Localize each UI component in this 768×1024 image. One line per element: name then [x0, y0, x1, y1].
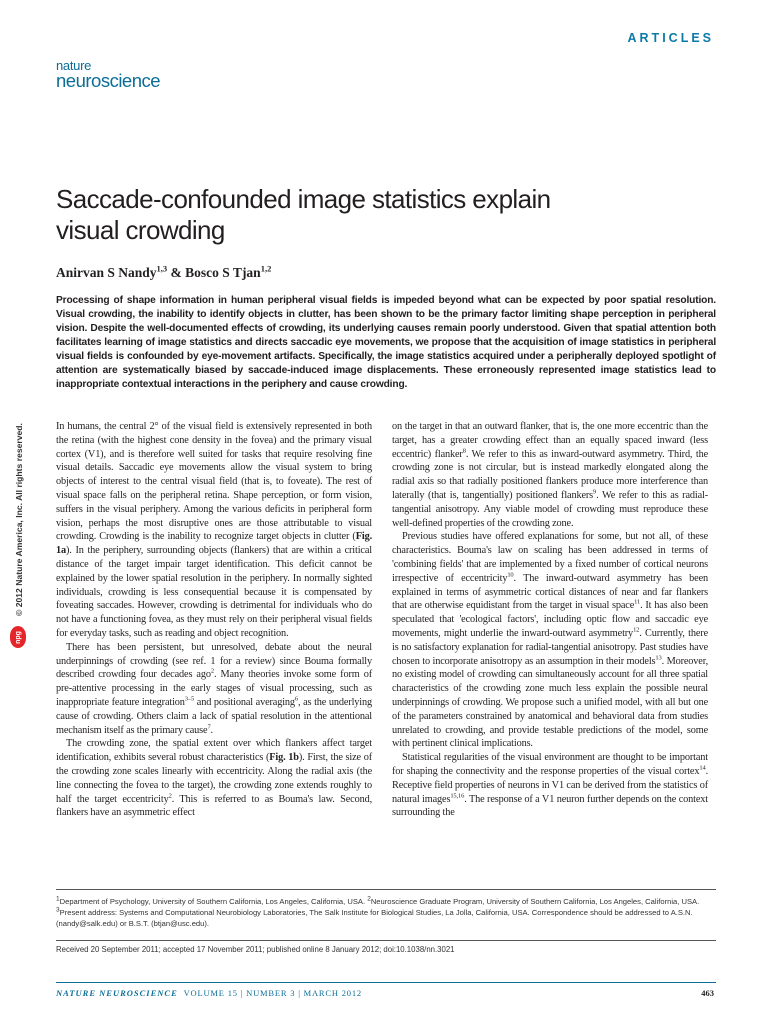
logo-line-nature: nature: [56, 58, 92, 73]
npg-logo-text: npg: [14, 630, 22, 644]
author-affiliation: 1,2: [260, 263, 272, 274]
title-line-1: Saccade-confounded image statistics explain: [56, 184, 551, 214]
citation[interactable]: 15,16: [450, 792, 465, 800]
npg-logo-icon: [10, 626, 26, 648]
author-name: Anirvan S Nandy: [56, 265, 157, 280]
figure-reference[interactable]: Fig. 1b: [269, 752, 299, 764]
author-affiliation: 1,3: [156, 263, 168, 274]
footer-divider: [56, 982, 716, 983]
body-paragraph: In humans, the central 2° of the visual field is extensively represented in both the retina (with the highest cone density in the fovea) and the primary visual cortex (V1), and is therefore well suited for tasks that require resolving fine visual details. Saccadic eye movements allow the visual system to bring objects of interest to the central visual field (that is, to foveate). The rest of visual space falls on the peripheral retina. Shape perception, or form vision, suffers in the visual periphery. Among the various deficits in peripheral form vision, perhaps the most disruptive ones are those attributable to visual crowding. Crowding is the inability to recognize target objects in clutter (Fig. 1a). In the periphery, surrounding objects (flankers) that are within a critical distance of the target impair target identification. This deficit cannot be explained by the lower spatial resolution in the periphery. In normally sighted individuals, crowding is less consequential because it is compensated by foveating saccades. However, crowding is detrimental for individuals who do not have a functioning fovea, as they must rely on their peripheral visual fields for everyday tasks, such as reading and object recognition.: [56, 421, 372, 639]
abstract: Processing of shape information in human peripheral visual fields is impeded beyond what can be expected by poor spatial resolution. Visual crowding, the inability to identify objects in clutter, has been shown to be the primary factor limiting shape perception in peripheral vision. Despite the well-documented effects of crowding, its underlying causes remain poorly understood. Given that spatial attention both facilitates learning of image statistics and directs saccadic eye movements, we propose that the acquisition of image statistics in peripheral visual fields is confounded by eye-movement artifacts. Specifically, the image statistics acquired under a peripherally deployed spotlight of attention are systematically biased by saccade-induced image displacements. These erroneously represented image statistics lead to inappropriate contextual interactions in the periphery and cause crowding.: [56, 295, 716, 390]
copyright-notice: © 2012 Nature America, Inc. All rights reserved.: [14, 423, 24, 616]
author-list: [56, 265, 271, 281]
author-separator: &: [167, 265, 186, 280]
body-paragraph: on the target in that an outward flanker, that is, the one more eccentric than the target, has a greater crowding effect than an equally spaced inward (less eccentric) flanker$^8$. We refer to this as inward-outward asymmetry. Third, the crowding zone is not circular, but is instead markedly elongated along the radial axis so that radially positioned flankers produce more interference than laterally (that is, tangentially) positioned flankers$^9$. We refer to this as radial-tangential anisotropy. Any viable model of crowding must reproduce these well-defined properties of the crowding zone.: [392, 421, 708, 529]
body-paragraph: Previous studies have offered explanations for some, but not all, of these characteristics. Bouma's law on scaling has been addressed in terms of 'combining fields' that are implemented by a fixed number of cortical neurons irrespective of eccentricity$^{10}$. The inward-outward asymmetry has been explained in terms of asymmetric cortical distances of near and far flankers that are otherwise equidistant from the target in visual space$^{11}$. It has also been speculated that 'ecological factors', including optic flow and saccadic eye movements, might underlie the inward-outward asymmetry$^{12}$. Currently, there is no satisfactory explanation for radial-tangential anisotropy. Past studies have chosen to incorporate anisotropy as an assumption in their models$^{13}$. Moreover, no existing model of crowding can simultaneously account for all three spatial characteristics of the crowding zone much less explain the possible neural underpinnings of crowding. We propose such a unified model, with all but one of the parameters constrained by anatomical and behavioral data from studies unrelated to crowding, and provide testable predictions of the model, some with pertinent clinical implications.: [392, 531, 709, 750]
body-column-right: [392, 420, 708, 820]
body-paragraph: Statistical regularities of the visual environment are thought to be important for shaping the connectivity and the response properties of the visual cortex$^{14}$. Receptive field properties of neurons in V1 can be derived from the statistics of natural images$^{15,16}$. The response of a V1 neuron further depends on the context surrounding the: [392, 752, 708, 819]
citation[interactable]: 9: [593, 488, 597, 496]
citation[interactable]: 8: [462, 447, 466, 455]
figure-reference[interactable]: Fig. 1a: [56, 531, 372, 557]
received-divider: [56, 940, 716, 941]
citation[interactable]: 10: [507, 571, 514, 579]
logo-line-neuroscience: neuroscience: [56, 70, 161, 91]
section-label: ARTICLES: [627, 31, 714, 45]
received-line: Received 20 September 2011; accepted 17 November 2011; published online 8 January 2012; doi:10.1038/nn.3021: [56, 945, 455, 954]
citation[interactable]: 11: [634, 598, 641, 606]
article-title: [56, 184, 716, 246]
body-paragraph: The crowding zone, the spatial extent over which flankers affect target identification, exhibits several robust characteristics (Fig. 1b). First, the size of the crowding zone scales linearly with eccentricity. Along the radial axis (the line connecting the fovea to the target), the crowding zone extends roughly to half the target eccentricity$^2$. This is referred to as Bouma's law. Second, flankers have an asymmetric effect: [56, 738, 372, 819]
citation[interactable]: 13: [655, 654, 662, 662]
citation[interactable]: 6: [294, 695, 299, 703]
footer-journal-name: NATURE NEUROSCIENCE: [56, 988, 178, 998]
title-line-2: visual crowding: [56, 215, 225, 245]
citation[interactable]: 7: [207, 723, 211, 731]
citation[interactable]: 2: [168, 792, 172, 800]
citation[interactable]: 2: [210, 667, 214, 675]
body-paragraph: There has been persistent, but unresolved, debate about the neural underpinnings of crowding (see ref. 1 for a review) since Bouma formally described crowding four decades ago$^2$. Many theories invoke some form of pre-attentive processing in the early stages of visual processing, such as inappropriate feature integration$^{3-5}$ and positional averaging$^6$, as the underlying cause of crowding. Others claim a lack of spatial resolution in the attentional mechanism itself as the primary cause$^7$.: [56, 641, 372, 736]
footnote-divider: [56, 889, 716, 890]
body-column-left: [56, 420, 372, 820]
journal-logo: [56, 60, 160, 90]
affiliations-footnote: $^1$Department of Psychology, University of Southern California, Los Angeles, California, USA. $^2$Neuroscience Graduate Program, University of Southern California, Los Angeles, California, USA. $^3$Present address: Systems and Computational Neurobiology Laboratories, The Salk Institute for Biological Studies, La Jolla, California, USA. Correspondence should be addressed to A.S.N. (nandy@salk.edu) or B.S.T. (btjan@usc.edu).: [56, 895, 700, 928]
footer-issue: VOLUME 15 | NUMBER 3 | MARCH 2012: [183, 988, 362, 998]
author-name: Bosco S Tjan: [185, 265, 261, 280]
page-number: 463: [701, 988, 714, 998]
journal-footer: [56, 988, 362, 998]
citation[interactable]: 12: [633, 626, 640, 634]
citation[interactable]: 14: [699, 764, 706, 772]
citation[interactable]: 3–5: [184, 695, 195, 703]
